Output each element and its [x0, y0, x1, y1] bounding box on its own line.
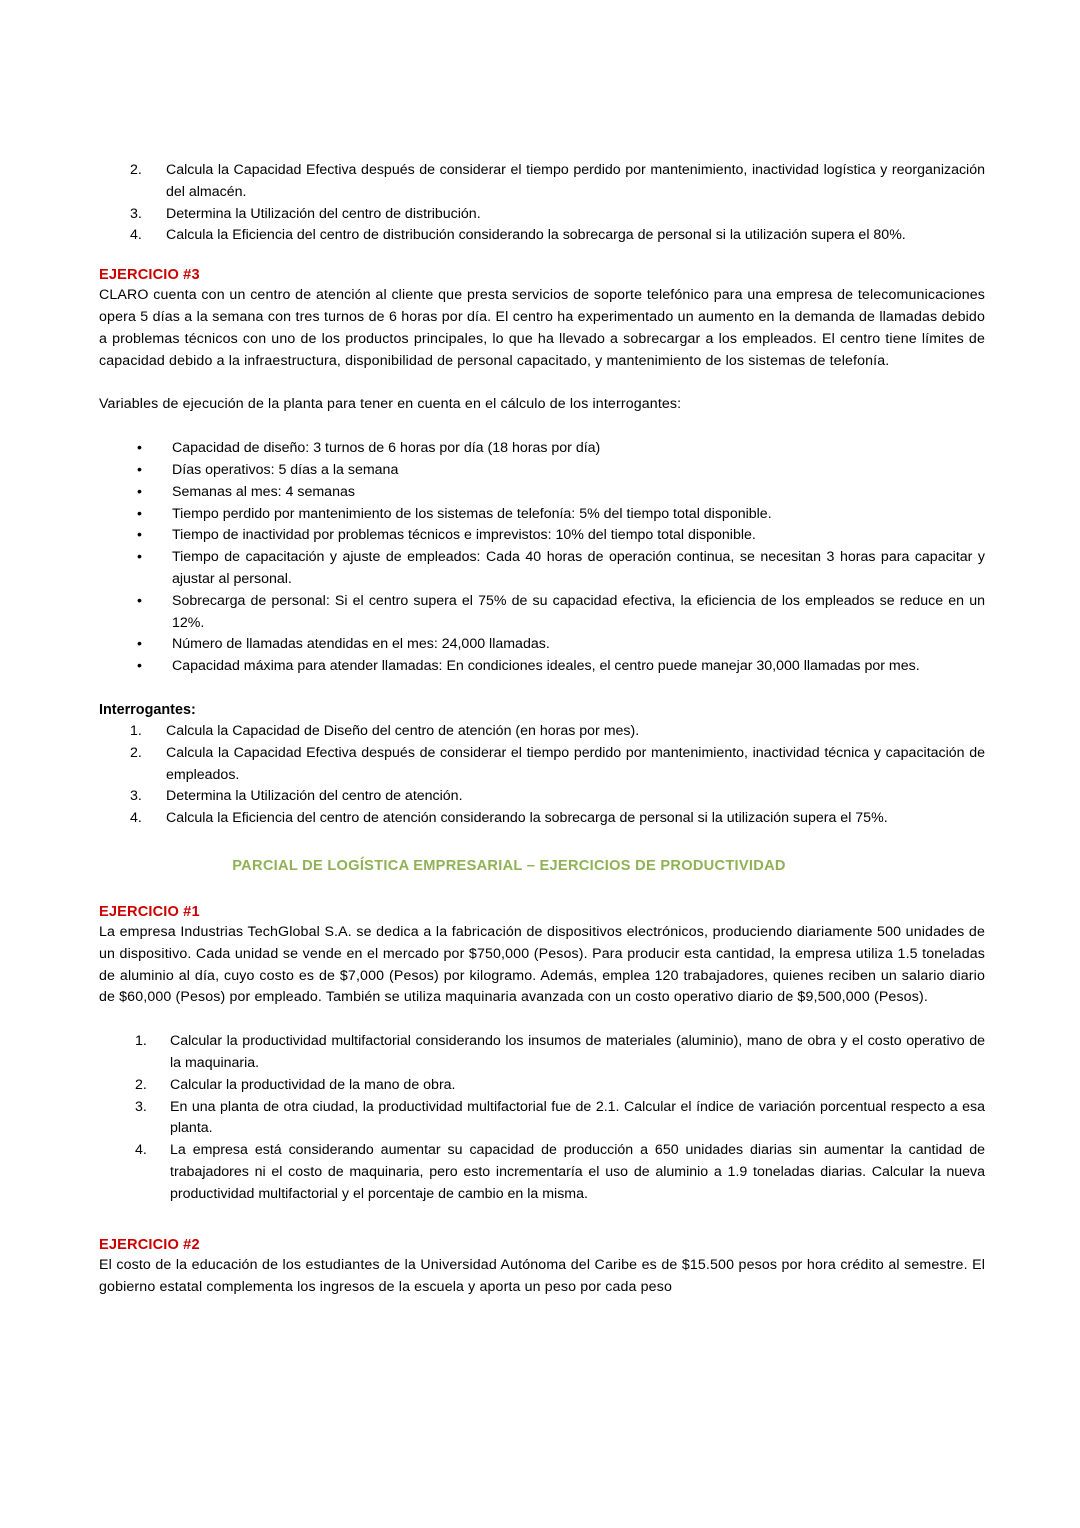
- list-item: [99, 1075, 985, 1097]
- list-item-text: Número de llamadas atendidas en el mes: 24,000 llamadas.: [172, 636, 550, 653]
- bullet-icon: •: [137, 483, 142, 500]
- bullet-icon: •: [137, 440, 142, 457]
- spacer: [99, 830, 985, 856]
- list-item-text: Capacidad máxima para atender llamadas: En condiciones ideales, el centro puede manejar 30,000 llamadas por mes.: [172, 658, 920, 675]
- list-item: [99, 1140, 985, 1205]
- ejercicio-3-questions-label: Interrogantes:: [99, 701, 196, 718]
- spacer: [99, 247, 985, 265]
- bullet-icon: •: [137, 549, 142, 566]
- list-item-number: 3.: [135, 1098, 147, 1115]
- list-item-text: Calcula la Capacidad de Diseño del centro de atención (en horas por mes).: [166, 722, 640, 739]
- spacer: [99, 1009, 985, 1031]
- list-item-text: Tiempo de inactividad por problemas técnicos e imprevistos: 10% del tiempo total disponible.: [172, 527, 756, 544]
- list-item: [99, 204, 985, 226]
- list-item-number: 3.: [130, 205, 142, 222]
- list-item: [99, 525, 985, 547]
- list-item: [99, 656, 985, 678]
- ejercicio-3-variables-list: [99, 438, 985, 678]
- ejercicio-3-intro-paragraph: CLARO cuenta con un centro de atención al cliente que presta servicios de soporte telefónico para una empresa de telecomunicaciones opera 5 días a la semana con tres turnos de 6 horas por día. El centro ha experimentado un aumento en la demanda de llamadas debido a problemas técnicos con uno de los productos principales, lo que ha llevado a sobrecargar a los empleados. El centro tiene límites de capacidad debido a la infraestructura, disponibilidad de personal capacitado, y mantenimiento de los sistemas de telefonía.: [99, 287, 985, 369]
- list-item-text: Tiempo perdido por mantenimiento de los sistemas de telefonía: 5% del tiempo total disponible.: [172, 505, 772, 522]
- spacer: [99, 678, 985, 700]
- list-item-text: La empresa está considerando aumentar su capacidad de producción a 650 unidades diarias sin aumentar la cantidad de trabajadores ni el costo de maquinaria, pero esto incrementaría el uso de aluminio a 1.9 toneladas diarias. Calcular la nueva productividad multifactorial y el porcentaje de cambio en la misma.: [170, 1142, 985, 1202]
- list-item-text: Calcular la productividad de la mano de obra.: [170, 1076, 456, 1093]
- list-item-number: 2.: [130, 744, 142, 761]
- list-item: [99, 438, 985, 460]
- list-item-text: Tiempo de capacitación y ajuste de empleados: Cada 40 horas de operación continua, se necesitan 3 horas para capacitar y ajustar al personal.: [172, 549, 985, 587]
- list-item: [99, 547, 985, 591]
- list-item: [99, 1097, 985, 1141]
- spacer: [99, 372, 985, 394]
- bullet-icon: •: [137, 461, 142, 478]
- list-item: [99, 591, 985, 635]
- ejercicio-2-intro-paragraph: El costo de la educación de los estudiantes de la Universidad Autónoma del Caribe es de $15.500 pesos por hora crédito al semestre. El gobierno estatal complementa los ingresos de la escuela y aporta un peso por cada peso: [99, 1257, 985, 1296]
- list-item: [99, 1031, 985, 1075]
- list-item-number: 1.: [130, 722, 142, 739]
- list-item-text: Calcular la productividad multifactorial considerando los insumos de materiales (aluminio), mano de obra y el costo operativo de la maquinaria.: [170, 1033, 985, 1071]
- spacer: [99, 1205, 985, 1235]
- list-item-number: 3.: [130, 788, 142, 805]
- list-item-text: Días operativos: 5 días a la semana: [172, 461, 399, 478]
- spacer: [99, 876, 985, 902]
- heading-ejercicio-2: EJERCICIO #2: [99, 1237, 200, 1254]
- heading-ejercicio-1: EJERCICIO #1: [99, 903, 200, 920]
- list-item-number: 2.: [130, 162, 142, 178]
- heading-ejercicio-3: EJERCICIO #3: [99, 267, 200, 284]
- list-item-number: 1.: [135, 1033, 147, 1050]
- spacer: [99, 416, 985, 438]
- list-item-number: 2.: [135, 1076, 147, 1093]
- bullet-icon: •: [137, 636, 142, 653]
- list-item-text: Determina la Utilización del centro de atención.: [166, 788, 463, 805]
- bullet-icon: •: [137, 527, 142, 544]
- list-item-text: En una planta de otra ciudad, la productividad multifactorial fue de 2.1. Calcular el índice de variación porcentual respecto a esa planta.: [170, 1098, 985, 1137]
- list-item-number: 4.: [130, 810, 142, 827]
- list-item-number: 4.: [130, 227, 142, 244]
- list-item: [99, 808, 985, 830]
- list-item-text: Sobrecarga de personal: Si el centro supera el 75% de su capacidad efectiva, la eficiencia de los empleados se reduce en un 12%.: [172, 592, 985, 631]
- list-item: [99, 225, 985, 247]
- list-item: [99, 786, 985, 808]
- list-item-text: Calcula la Eficiencia del centro de atención considerando la sobrecarga de personal si la utilización supera el 75%.: [166, 810, 888, 827]
- bullet-icon: •: [137, 658, 142, 675]
- list-item-number: 4.: [135, 1142, 147, 1159]
- bullet-icon: •: [137, 505, 142, 522]
- list-item: [99, 460, 985, 482]
- document-body: [99, 160, 985, 1299]
- section-title-productividad: PARCIAL DE LOGÍSTICA EMPRESARIAL – EJERCICIOS DE PRODUCTIVIDAD: [232, 857, 786, 874]
- list-item-text: Capacidad de diseño: 3 turnos de 6 horas por día (18 horas por día): [172, 440, 601, 457]
- list-item-text: Semanas al mes: 4 semanas: [172, 483, 355, 500]
- top-questions-list: [99, 160, 985, 247]
- ejercicio-3-questions-list: [99, 721, 985, 830]
- list-item: [99, 482, 985, 504]
- list-item: [99, 721, 985, 743]
- ejercicio-1-intro-paragraph: La empresa Industrias TechGlobal S.A. se dedica a la fabricación de dispositivos electrónicos, produciendo diariamente 500 unidades de un dispositivo. Cada unidad se vende en el mercado por $750,000 (Pesos). Para producir esta cantidad, la empresa utiliza 1.5 toneladas de aluminio al día, cuyo costo es de $7,000 (Pesos) por kilogramo. Además, emplea 120 trabajadores, quienes reciben un salario diario de $60,000 (Pesos) por empleado. También se utiliza maquinaria avanzada con un costo operativo diario de $9,500,000 (Pesos).: [99, 923, 985, 1006]
- list-item-text: Calcula la Capacidad Efectiva después de considerar el tiempo perdido por mantenimiento, inactividad técnica y capacitación de empleados.: [166, 744, 985, 783]
- list-item: [99, 504, 985, 526]
- list-item: [99, 634, 985, 656]
- bullet-icon: •: [137, 592, 142, 609]
- list-item-text: Calcula la Eficiencia del centro de distribución considerando la sobrecarga de personal si la utilización supera el 80%.: [166, 227, 906, 244]
- ejercicio-1-questions-list: [99, 1031, 985, 1205]
- ejercicio-3-variables-intro: Variables de ejecución de la planta para tener en cuenta en el cálculo de los interrogantes:: [99, 396, 682, 413]
- list-item-text: Determina la Utilización del centro de distribución.: [166, 205, 481, 222]
- list-item-text: Calcula la Capacidad Efectiva después de considerar el tiempo perdido por mantenimiento, inactividad logística y reorganización del almacén.: [166, 162, 985, 200]
- list-item: [99, 743, 985, 787]
- list-item: [99, 160, 985, 204]
